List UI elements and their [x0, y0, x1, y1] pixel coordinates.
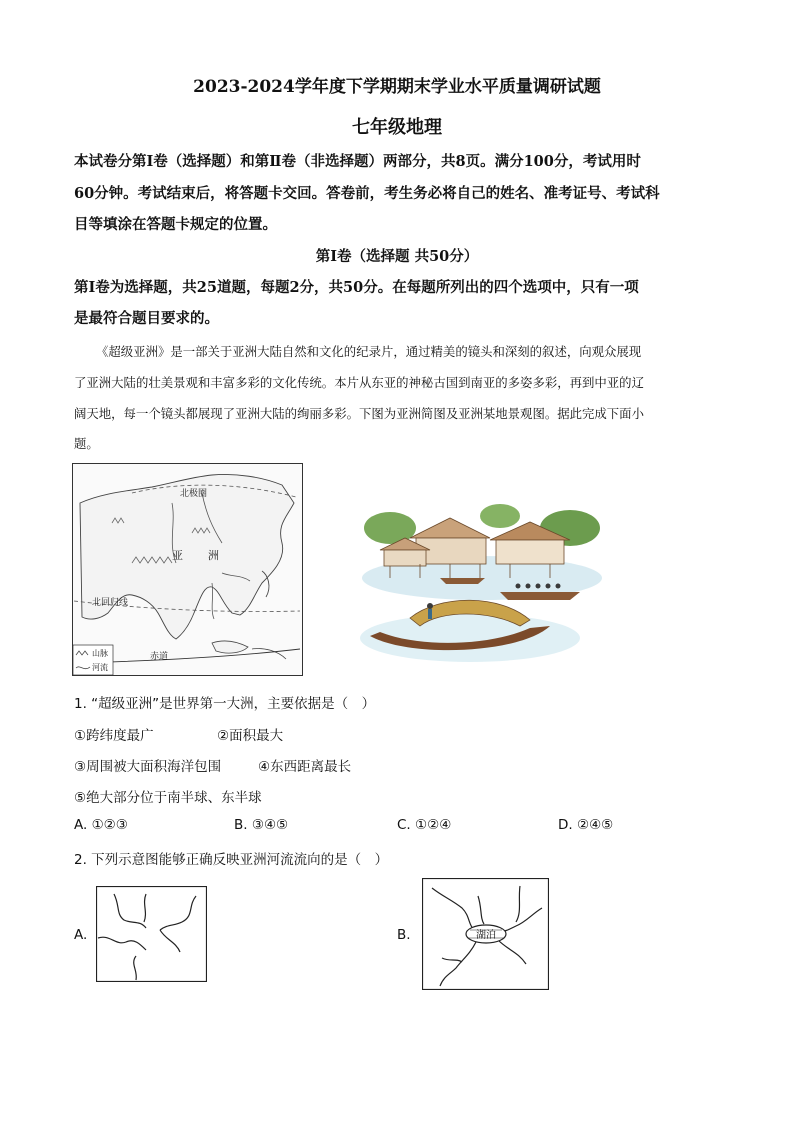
intro-line-1: 本试卷分第Ⅰ卷（选择题）和第Ⅱ卷（非选择题）两部分，共8页。满分100分，考试用时: [74, 153, 641, 170]
q2-option-a[interactable]: A.: [74, 927, 88, 943]
q1-option-a[interactable]: A. ①②③: [74, 817, 128, 833]
lake-label: 湖泊: [476, 930, 496, 941]
q1-statement-3: ③周围被大面积海洋包围: [74, 759, 222, 775]
passage-line-4: 题。: [74, 436, 99, 451]
intro-line-2: 60分钟。考试结束后，将答题卡交回。答卷前，考生务必将自己的姓名、准考证号、考试科: [74, 185, 660, 202]
label-tropic: 北回归线: [92, 598, 129, 608]
section-intro-line-2: 是最符合题目要求的。: [74, 310, 219, 327]
intro-line-3: 目等填涂在答题卡规定的位置。: [74, 216, 277, 233]
q1-statement-1: ①跨纬度最广: [74, 728, 154, 744]
exam-subject: 七年级地理: [352, 117, 442, 138]
passage-line-1: 《超级亚洲》是一部关于亚洲大陆自然和文化的纪录片，通过精美的镜头和深刻的叙述，向观众展现: [96, 344, 642, 359]
asia-map: [72, 463, 303, 676]
q1-statement-4: ④东西距离最长: [258, 759, 352, 775]
label-asia-2: 洲: [208, 549, 219, 562]
landscape-illustration: [350, 498, 615, 668]
section-intro-line-1: 第Ⅰ卷为选择题，共25道题，每题2分，共50分。在每题所列出的四个选项中，只有一项: [74, 279, 639, 296]
legend-river-label: 河流: [92, 663, 108, 672]
q1-stem: 1. “超级亚洲”是世界第一大洲，主要依据是（ ）: [74, 696, 376, 712]
q1-statement-2: ②面积最大: [217, 728, 284, 744]
q1-statement-5: ⑤绝大部分位于南半球、东半球: [74, 790, 262, 806]
q2-diagram-a: [96, 886, 207, 982]
label-asia-1: 亚: [172, 549, 183, 562]
q1-option-c[interactable]: C. ①②④: [397, 817, 452, 833]
passage-line-3: 阔天地，每一个镜头都展现了亚洲大陆的绚丽多彩。下图为亚洲简图及亚洲某地景观图。据此完成下面小: [74, 406, 644, 421]
q2-option-b[interactable]: B.: [397, 927, 411, 943]
q2-stem: 2. 下列示意图能够正确反映亚洲河流流向的是（ ）: [74, 852, 389, 868]
exam-title: 2023-2024学年度下学期期末学业水平质量调研试题: [193, 77, 601, 97]
passage-line-2: 了亚洲大陆的壮美景观和丰富多彩的文化传统。本片从东亚的神秘古国到南亚的多姿多彩，再到中亚的辽: [74, 375, 644, 390]
q1-option-b[interactable]: B. ③④⑤: [234, 817, 289, 833]
legend-mountain-label: 山脉: [92, 649, 108, 658]
label-arctic-circle: 北极圈: [180, 489, 208, 499]
label-equator: 赤道: [150, 652, 169, 662]
section-heading: 第Ⅰ卷（选择题 共50分）: [315, 248, 479, 265]
q2-diagram-b: [422, 878, 549, 990]
q1-option-d[interactable]: D. ②④⑤: [558, 817, 614, 833]
